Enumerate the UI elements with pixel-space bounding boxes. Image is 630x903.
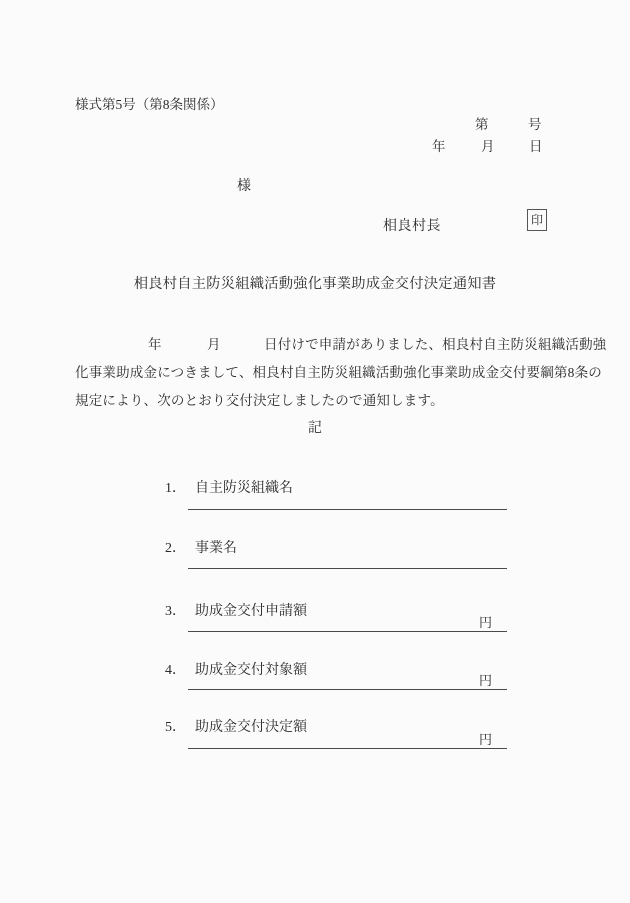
- item-2-label: 事業名: [195, 541, 237, 556]
- form-number: 様式第5号（第8条関係）: [75, 97, 224, 112]
- item-3-label: 助成金交付申請額: [195, 604, 307, 619]
- body-paragraph-line3: 規定により、次のとおり交付決定しましたので通知します。: [75, 393, 444, 408]
- item-2-fill-line: [188, 551, 507, 569]
- addressee-honorific: 様: [237, 179, 251, 194]
- body-paragraph-line2: 化事業助成金につきまして、相良村自主防災組織活動強化事業助成金交付要綱第8条の: [75, 365, 603, 380]
- doc-number-prefix: 第: [475, 117, 489, 132]
- date-day-label: 日: [529, 139, 543, 154]
- item-3-number: 3．: [165, 604, 186, 619]
- body-line1-text: 日付けで申請がありました、相良村自主防災組織活動強: [264, 337, 607, 352]
- date-year-label: 年: [432, 139, 446, 154]
- item-1-fill-line: [188, 492, 507, 510]
- item-2-unit: [492, 552, 507, 567]
- doc-number-suffix: 号: [528, 117, 542, 132]
- item-4-fill-line: [188, 672, 507, 690]
- item-5-fill-line: [188, 731, 507, 749]
- item-3-unit-yen: 円: [478, 615, 492, 630]
- item-3-fill-line: [188, 614, 507, 632]
- date-month-label: 月: [481, 139, 495, 154]
- item-1-number: 1．: [165, 481, 186, 496]
- item-4-unit-yen: 円: [478, 673, 492, 688]
- item-5-unit-yen: 円: [478, 732, 492, 747]
- item-4-label: 助成金交付対象額: [195, 663, 307, 678]
- body-month-label: 月: [207, 337, 221, 352]
- item-5-label: 助成金交付決定額: [195, 720, 307, 735]
- item-1-unit: [492, 493, 507, 508]
- seal-placeholder-box: 印: [527, 209, 547, 231]
- list-header-ki: 記: [308, 421, 322, 436]
- item-5-number: 5．: [165, 720, 186, 735]
- sender-title: 相良村長: [383, 219, 441, 234]
- document-title: 相良村自主防災組織活動強化事業助成金交付決定通知書: [133, 276, 497, 292]
- item-4-number: 4．: [165, 663, 186, 678]
- item-1-label: 自主防災組織名: [195, 481, 293, 496]
- body-year-label: 年: [148, 337, 162, 352]
- item-2-number: 2．: [165, 541, 186, 556]
